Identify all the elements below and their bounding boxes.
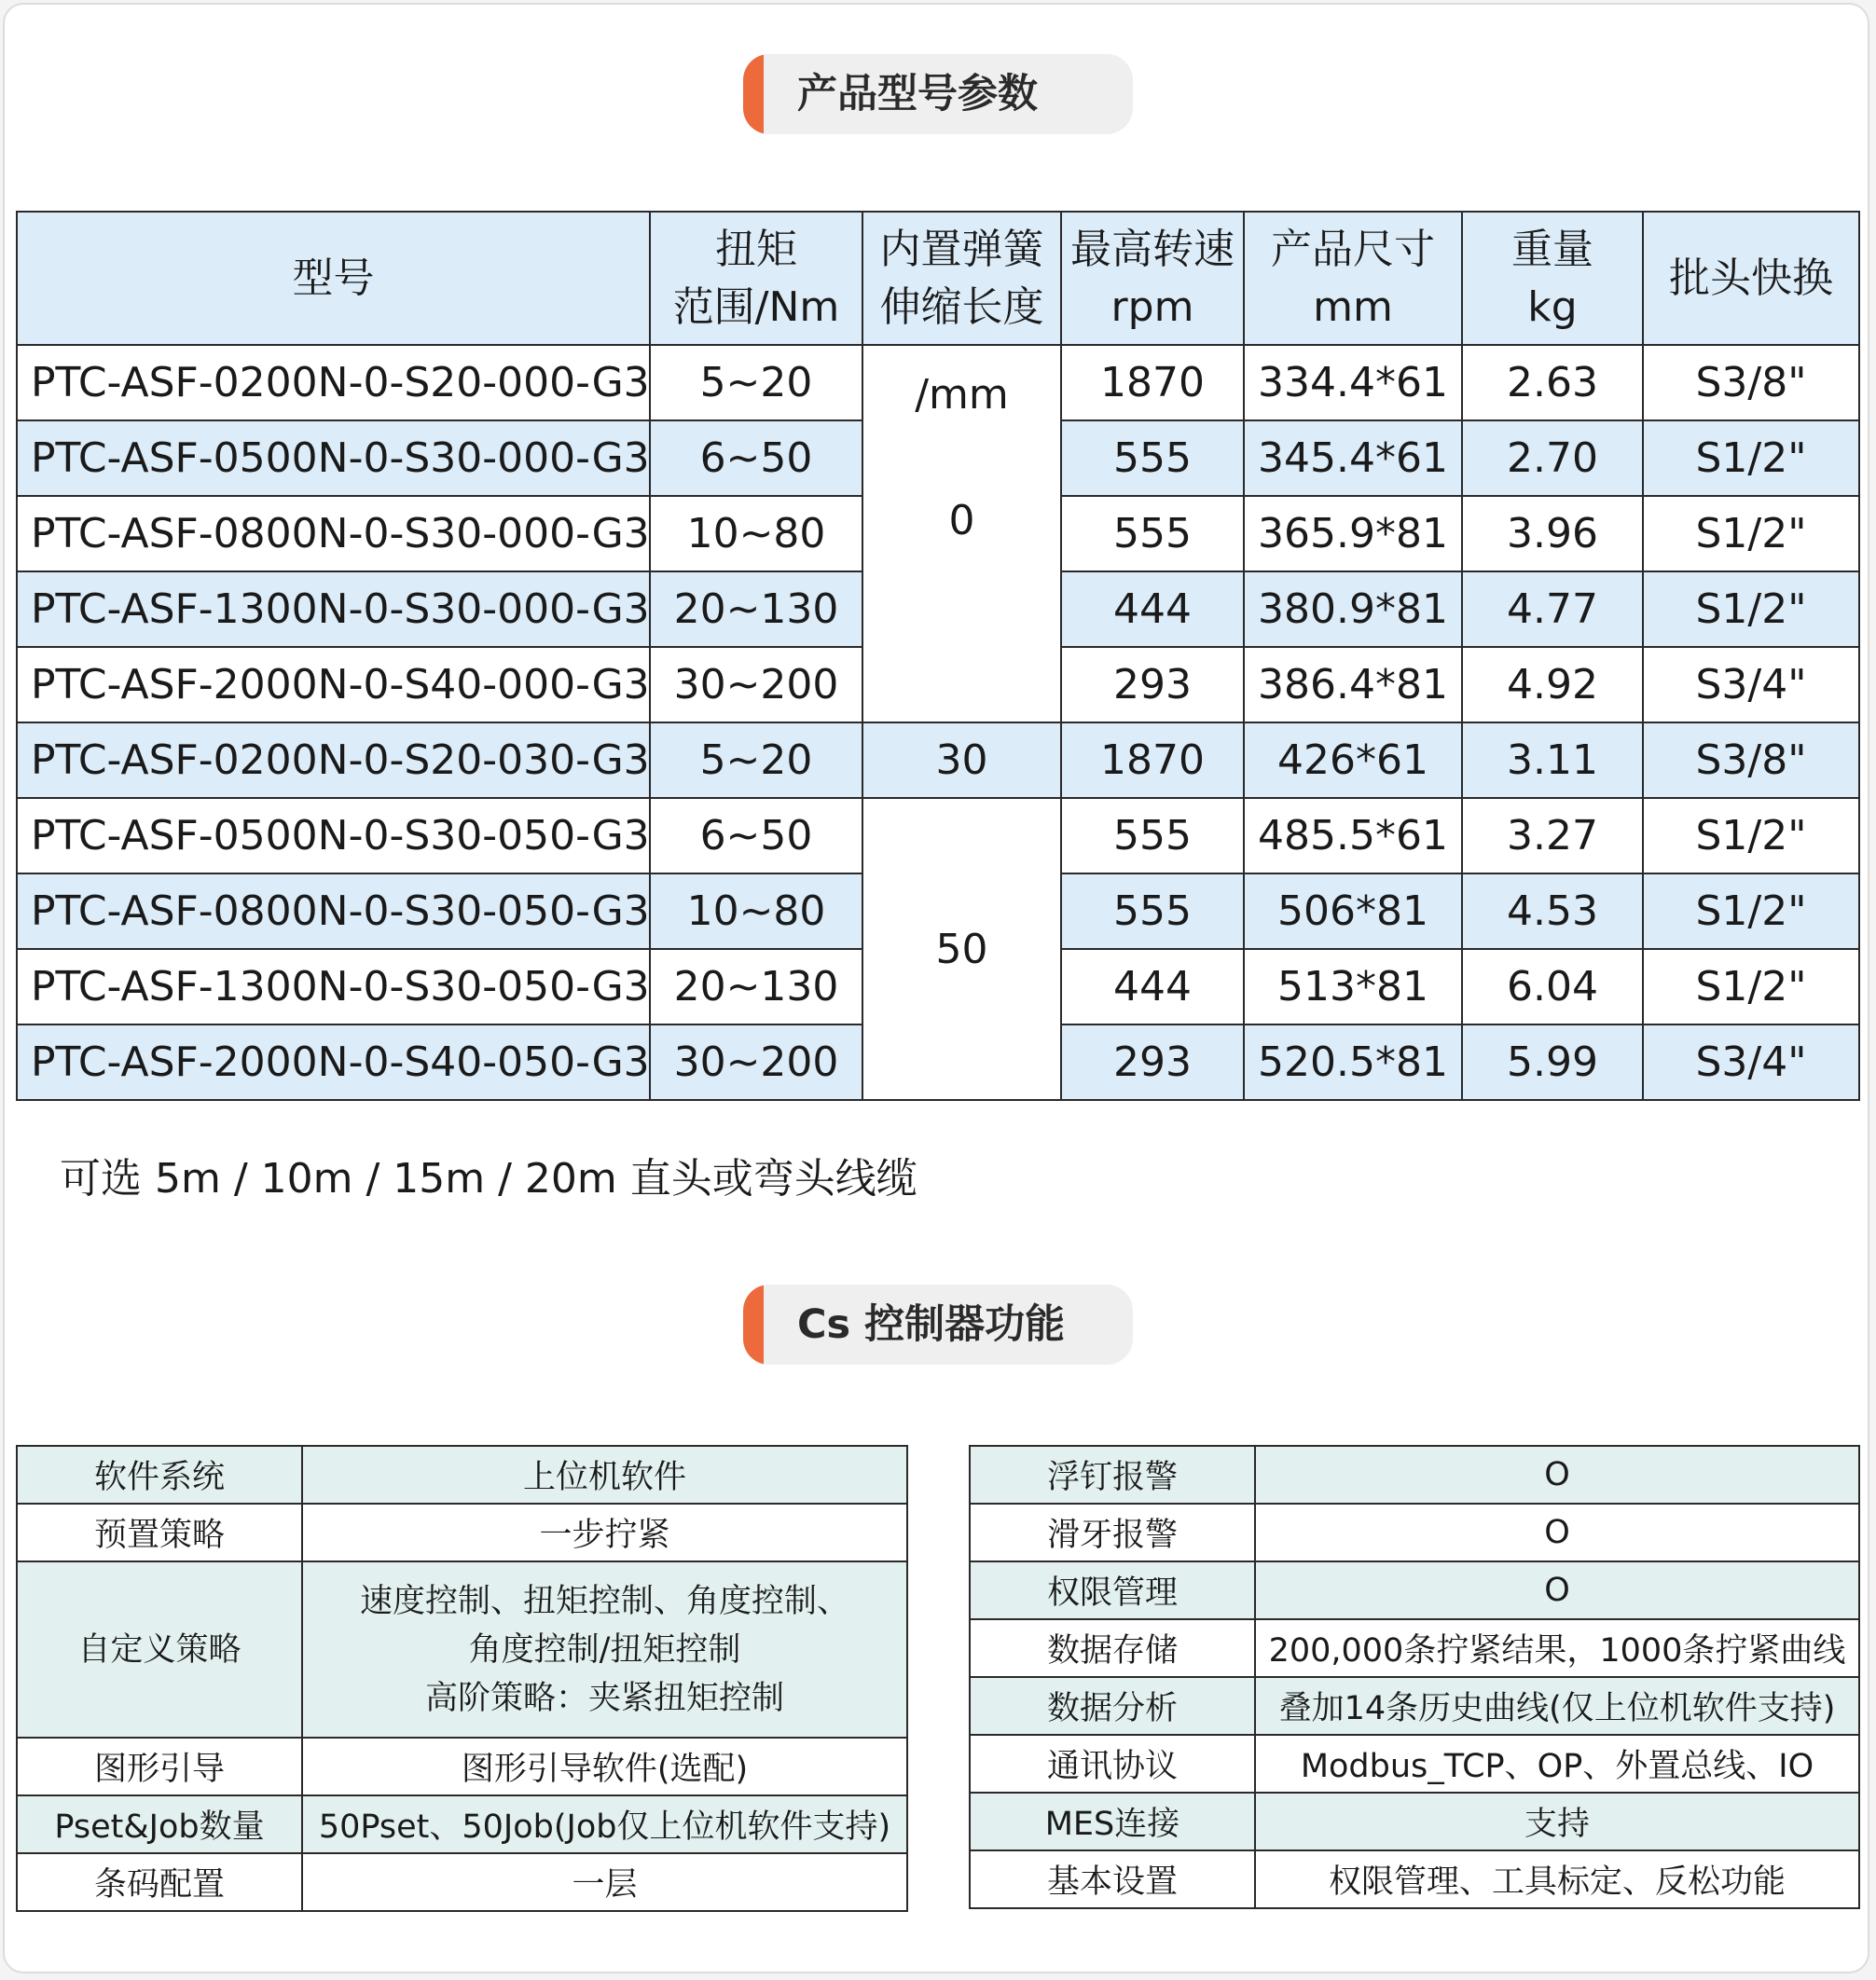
cell-torque: 6~50 bbox=[650, 420, 862, 496]
table-row bbox=[17, 722, 1859, 798]
cell-torque: 10~80 bbox=[650, 496, 862, 571]
header-speed: 最高转速 rpm bbox=[1061, 212, 1244, 345]
cell-weight: 2.63 bbox=[1462, 345, 1643, 420]
cell-size: 485.5*61 bbox=[1244, 798, 1462, 873]
controller-features-right-table bbox=[969, 1445, 1860, 1909]
table-row bbox=[17, 1738, 907, 1795]
cell-bit: S1/2" bbox=[1643, 949, 1859, 1024]
cell-rpm: 1870 bbox=[1061, 722, 1244, 798]
cell-model: PTC-ASF-0200N-0-S20-000-G3 bbox=[17, 345, 650, 420]
cell-rpm: 444 bbox=[1061, 949, 1244, 1024]
feature-label: 软件系统 bbox=[17, 1446, 302, 1504]
cell-weight: 3.11 bbox=[1462, 722, 1643, 798]
spec-header-row bbox=[17, 212, 1859, 345]
header-spring: 内置弹簧 伸缩长度 bbox=[862, 212, 1061, 345]
feature-value: 一步拧紧 bbox=[302, 1504, 907, 1561]
cell-bit: S3/8" bbox=[1643, 345, 1859, 420]
feature-label: 数据存储 bbox=[970, 1619, 1255, 1677]
spring-value: 0 bbox=[948, 496, 975, 544]
table-row bbox=[970, 1446, 1859, 1504]
feature-value: 支持 bbox=[1255, 1793, 1859, 1850]
cell-bit: S1/2" bbox=[1643, 873, 1859, 949]
cell-model: PTC-ASF-0500N-0-S30-000-G3 bbox=[17, 420, 650, 496]
cell-model: PTC-ASF-1300N-0-S30-000-G3 bbox=[17, 571, 650, 647]
table-row bbox=[970, 1735, 1859, 1793]
accent-bar bbox=[743, 54, 764, 134]
feature-label: 自定义策略 bbox=[17, 1561, 302, 1738]
section-title-product-specs bbox=[743, 54, 1133, 134]
feature-value: 速度控制、扭矩控制、角度控制、 角度控制/扭矩控制 高阶策略：夹紧扭矩控制 bbox=[302, 1561, 907, 1738]
table-row bbox=[17, 345, 1859, 420]
table-row bbox=[17, 798, 1859, 873]
spring-unit-label: /mm bbox=[915, 370, 1009, 419]
feature-value: 图形引导软件(选配) bbox=[302, 1738, 907, 1795]
cell-model: PTC-ASF-2000N-0-S40-050-G3 bbox=[17, 1024, 650, 1100]
feature-value: Modbus_TCP、OP、外置总线、IO bbox=[1255, 1735, 1859, 1793]
feature-value: O bbox=[1255, 1561, 1859, 1619]
cell-bit: S1/2" bbox=[1643, 496, 1859, 571]
feature-label: 预置策略 bbox=[17, 1504, 302, 1561]
cell-torque: 30~200 bbox=[650, 1024, 862, 1100]
feature-label: 权限管理 bbox=[970, 1561, 1255, 1619]
header-bit: 批头快换 bbox=[1643, 212, 1859, 345]
table-row bbox=[970, 1561, 1859, 1619]
cell-bit: S3/4" bbox=[1643, 647, 1859, 722]
cell-size: 386.4*81 bbox=[1244, 647, 1462, 722]
feature-value: O bbox=[1255, 1446, 1859, 1504]
cell-rpm: 555 bbox=[1061, 420, 1244, 496]
cell-rpm: 1870 bbox=[1061, 345, 1244, 420]
header-size: 产品尺寸 mm bbox=[1244, 212, 1462, 345]
table-row bbox=[970, 1850, 1859, 1908]
cell-rpm: 555 bbox=[1061, 873, 1244, 949]
cell-rpm: 293 bbox=[1061, 1024, 1244, 1100]
feature-label: Pset&Job数量 bbox=[17, 1795, 302, 1853]
cell-model: PTC-ASF-0800N-0-S30-050-G3 bbox=[17, 873, 650, 949]
header-weight: 重量 kg bbox=[1462, 212, 1643, 345]
section-title-text: 产品型号参数 bbox=[797, 71, 1038, 117]
feature-value: 200,000条拧紧结果，1000条拧紧曲线 bbox=[1255, 1619, 1859, 1677]
cell-torque: 5~20 bbox=[650, 345, 862, 420]
accent-bar bbox=[743, 1285, 764, 1365]
cell-bit: S1/2" bbox=[1643, 420, 1859, 496]
cell-weight: 5.99 bbox=[1462, 1024, 1643, 1100]
cell-bit: S3/8" bbox=[1643, 722, 1859, 798]
cell-size: 365.9*81 bbox=[1244, 496, 1462, 571]
cell-weight: 4.53 bbox=[1462, 873, 1643, 949]
feature-label: 图形引导 bbox=[17, 1738, 302, 1795]
cell-rpm: 555 bbox=[1061, 798, 1244, 873]
cell-model: PTC-ASF-0800N-0-S30-000-G3 bbox=[17, 496, 650, 571]
cell-weight: 6.04 bbox=[1462, 949, 1643, 1024]
table-row bbox=[970, 1504, 1859, 1561]
cell-torque: 10~80 bbox=[650, 873, 862, 949]
cell-size: 506*81 bbox=[1244, 873, 1462, 949]
feature-label: 通讯协议 bbox=[970, 1735, 1255, 1793]
cell-size: 380.9*81 bbox=[1244, 571, 1462, 647]
cell-torque: 30~200 bbox=[650, 647, 862, 722]
cell-torque: 20~130 bbox=[650, 571, 862, 647]
feature-value: 一层 bbox=[302, 1853, 907, 1911]
table-row bbox=[970, 1677, 1859, 1735]
cell-rpm: 444 bbox=[1061, 571, 1244, 647]
controller-features-left-table bbox=[16, 1445, 908, 1912]
feature-value: 50Pset、50Job(Job仅上位机软件支持) bbox=[302, 1795, 907, 1853]
cell-size: 334.4*61 bbox=[1244, 345, 1462, 420]
cell-model: PTC-ASF-0200N-0-S20-030-G3 bbox=[17, 722, 650, 798]
cell-model: PTC-ASF-2000N-0-S40-000-G3 bbox=[17, 647, 650, 722]
section-title-text: Cs 控制器功能 bbox=[797, 1301, 1066, 1348]
cell-rpm: 555 bbox=[1061, 496, 1244, 571]
cable-note: 可选 5m / 10m / 15m / 20m 直头或弯头线缆 bbox=[60, 1155, 917, 1203]
cell-spring-group: 30 bbox=[862, 722, 1061, 798]
cell-spring-group bbox=[862, 345, 1061, 722]
table-row bbox=[17, 1446, 907, 1504]
table-row bbox=[17, 1561, 907, 1738]
feature-value: 上位机软件 bbox=[302, 1446, 907, 1504]
table-row bbox=[970, 1619, 1859, 1677]
section-title-controller bbox=[743, 1285, 1133, 1365]
header-torque: 扭矩 范围/Nm bbox=[650, 212, 862, 345]
cell-weight: 3.96 bbox=[1462, 496, 1643, 571]
product-spec-table bbox=[16, 211, 1860, 1101]
feature-label: 浮钉报警 bbox=[970, 1446, 1255, 1504]
cell-spring-group: 50 bbox=[862, 798, 1061, 1100]
cell-size: 426*61 bbox=[1244, 722, 1462, 798]
feature-label: 基本设置 bbox=[970, 1850, 1255, 1908]
cell-weight: 3.27 bbox=[1462, 798, 1643, 873]
cell-torque: 20~130 bbox=[650, 949, 862, 1024]
cell-size: 345.4*61 bbox=[1244, 420, 1462, 496]
cell-rpm: 293 bbox=[1061, 647, 1244, 722]
feature-value: O bbox=[1255, 1504, 1859, 1561]
header-model: 型号 bbox=[17, 212, 650, 345]
feature-label: 条码配置 bbox=[17, 1853, 302, 1911]
cell-weight: 4.92 bbox=[1462, 647, 1643, 722]
feature-label: 数据分析 bbox=[970, 1677, 1255, 1735]
cell-weight: 2.70 bbox=[1462, 420, 1643, 496]
feature-label: 滑牙报警 bbox=[970, 1504, 1255, 1561]
cell-bit: S1/2" bbox=[1643, 798, 1859, 873]
cell-bit: S3/4" bbox=[1643, 1024, 1859, 1100]
table-row bbox=[17, 1504, 907, 1561]
cell-weight: 4.77 bbox=[1462, 571, 1643, 647]
cell-torque: 6~50 bbox=[650, 798, 862, 873]
cell-bit: S1/2" bbox=[1643, 571, 1859, 647]
cell-model: PTC-ASF-1300N-0-S30-050-G3 bbox=[17, 949, 650, 1024]
cell-size: 513*81 bbox=[1244, 949, 1462, 1024]
feature-label: MES连接 bbox=[970, 1793, 1255, 1850]
feature-value: 权限管理、工具标定、反松功能 bbox=[1255, 1850, 1859, 1908]
cell-torque: 5~20 bbox=[650, 722, 862, 798]
cell-model: PTC-ASF-0500N-0-S30-050-G3 bbox=[17, 798, 650, 873]
table-row bbox=[17, 1853, 907, 1911]
table-row bbox=[17, 1795, 907, 1853]
cell-size: 520.5*81 bbox=[1244, 1024, 1462, 1100]
table-row bbox=[970, 1793, 1859, 1850]
feature-value: 叠加14条历史曲线(仅上位机软件支持) bbox=[1255, 1677, 1859, 1735]
